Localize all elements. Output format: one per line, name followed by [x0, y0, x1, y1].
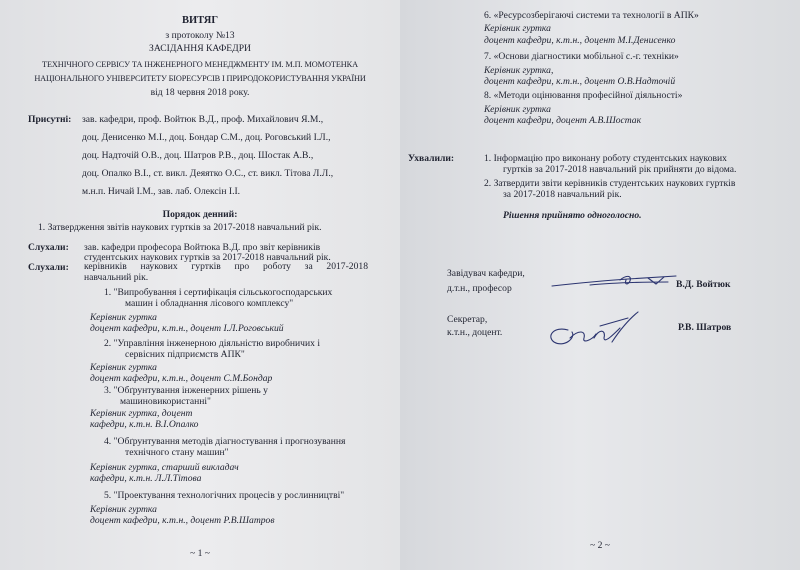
- club-item-leader: кафедри, к.т.н. Л.Л.Тітова: [90, 473, 202, 484]
- club-item-title: 8. «Методи оцінювання професійної діяльності»: [484, 90, 683, 101]
- club-item-role: Керівник гуртка: [90, 504, 157, 515]
- club-item-role: Керівник гуртка, доцент: [90, 408, 193, 419]
- secretary-title: Секретар,: [447, 314, 488, 325]
- club-item-title-cont: машин і обладнання лісового комплексу": [125, 298, 294, 309]
- club-item-title-cont: технічного стану машин": [125, 447, 229, 458]
- club-item-title: 4. "Обґрунтування методів діагностування і прогнозування: [104, 436, 346, 447]
- club-item-role: Керівник гуртка: [484, 104, 551, 115]
- club-item-role: Керівник гуртка,: [484, 65, 554, 76]
- secretary-degree: к.т.н., доцент.: [447, 327, 503, 338]
- resolution-line: за 2017-2018 навчальний рік.: [503, 189, 622, 200]
- heard-line: керівників наукових гуртків про роботу за 2017-2018: [84, 261, 368, 272]
- club-item-leader: доцент кафедри, к.т.н., доцент Р.В.Шатров: [90, 515, 275, 526]
- club-item-title: 3. "Обґрунтування інженерних рішень у: [104, 385, 268, 396]
- heard-line: студентських наукових гуртків за 2017-2018 навчальний рік.: [84, 252, 331, 263]
- secretary-name: Р.В. Шатров: [678, 322, 732, 333]
- resolution-line: 2. Затвердити звіти керівників студентських наукових гуртків: [484, 178, 736, 189]
- heard-line: зав. кафедри професора Войтюка В.Д. про звіт керівників: [84, 242, 321, 253]
- meeting-title: ЗАСІДАННЯ КАФЕДРИ: [149, 43, 251, 54]
- agenda-title: Порядок денний:: [162, 209, 238, 220]
- club-item-leader: доцент кафедри, к.т.н., доцент С.М.Бондар: [90, 373, 273, 384]
- club-item-role: Керівник гуртка, старший викладач: [90, 462, 239, 473]
- club-item-title: 6. «Ресурсозберігаючі системи та технології в АПК»: [484, 10, 699, 21]
- meeting-date: від 18 червня 2018 року.: [150, 87, 250, 98]
- resolution-line: 1. Інформацію про виконану роботу студентських наукових: [484, 153, 727, 164]
- page-number: ~ 1 ~: [190, 548, 210, 559]
- heard-label: Слухали:: [28, 242, 69, 253]
- club-item-leader: доцент кафедри, к.т.н., доцент О.В.Надточій: [484, 76, 676, 87]
- club-item-role: Керівник гуртка: [90, 362, 157, 373]
- club-item-title: 2. "Управління інженерною діяльністю виробничих і: [104, 338, 320, 349]
- page-number: ~ 2 ~: [590, 540, 610, 551]
- club-item-title: 7. «Основи діагностики мобільної с.-г. техніки»: [484, 51, 679, 62]
- club-item-title-cont: машиновикористанні": [120, 396, 211, 407]
- club-item-title: 1. "Випробування і сертифікація сільськогосподарських: [104, 287, 333, 298]
- heard-label-2: Слухали:: [28, 262, 69, 273]
- head-degree: д.т.н., професор: [447, 283, 512, 294]
- club-item-title-cont: сервісних підприємств АПК": [125, 349, 245, 360]
- resolved-label: Ухвалили:: [408, 153, 455, 164]
- head-name: В.Д. Войтюк: [676, 279, 731, 290]
- present-line: зав. кафедри, проф. Войтюк В.Д., проф. Михайлович Я.М.,: [82, 114, 324, 125]
- document-page-2: [400, 0, 800, 570]
- present-line: доц. Опалко В.І., ст. викл. Деяятко О.С., ст. викл. Тітова Л.Л.,: [82, 168, 334, 179]
- present-line: доц. Денисенко М.І., доц. Бондар С.М., доц. Роговський І.Л.,: [82, 132, 331, 143]
- club-item-leader: кафедри, к.т.н. В.І.Опалко: [90, 419, 199, 430]
- club-item-title: 5. "Проектування технологічних процесів у рослинництві": [104, 490, 345, 501]
- club-item-role: Керівник гуртка: [90, 312, 157, 323]
- club-item-leader: доцент кафедри, доцент А.В.Шостак: [484, 115, 642, 126]
- present-line: м.н.п. Ничай І.М., зав. лаб. Олексін І.І.: [82, 186, 241, 197]
- heard-line: навчальний рік.: [84, 272, 149, 283]
- head-signature: [550, 268, 680, 294]
- document-title: ВИТЯГ: [181, 15, 219, 26]
- decision-text: Рішення прийнято одноголосно.: [503, 210, 642, 221]
- club-item-leader: доцент кафедри, к.т.н., доцент І.Л.Роговський: [90, 323, 284, 334]
- club-item-role: Керівник гуртка: [484, 23, 551, 34]
- department-line-2: НАЦІОНАЛЬНОГО УНІВЕРСИТЕТУ БІОРЕСУРСІВ І ПРИРОДОКОРИСТУВАННЯ УКРАЇНИ: [34, 74, 366, 83]
- present-line: доц. Надточій О.В., доц. Шатров Р.В., доц. Шостак А.В.,: [82, 150, 314, 161]
- present-label: Присутні:: [28, 114, 72, 125]
- secretary-signature: [542, 308, 640, 352]
- club-item-leader: доцент кафедри, к.т.н., доцент М.І.Денисенко: [484, 35, 676, 46]
- head-title: Завідувач кафедри,: [447, 268, 525, 279]
- protocol-number: з протоколу №13: [165, 30, 235, 41]
- agenda-item: 1. Затвердження звітів наукових гуртків за 2017-2018 навчальний рік.: [38, 222, 322, 233]
- resolution-line: гуртків за 2017-2018 навчальний рік прийняти до відома.: [503, 164, 737, 175]
- department-line-1: ТЕХНІЧНОГО СЕРВІСУ ТА ІНЖЕНЕРНОГО МЕНЕДЖМЕНТУ ІМ. М.П. МОМОТЕНКА: [41, 60, 359, 69]
